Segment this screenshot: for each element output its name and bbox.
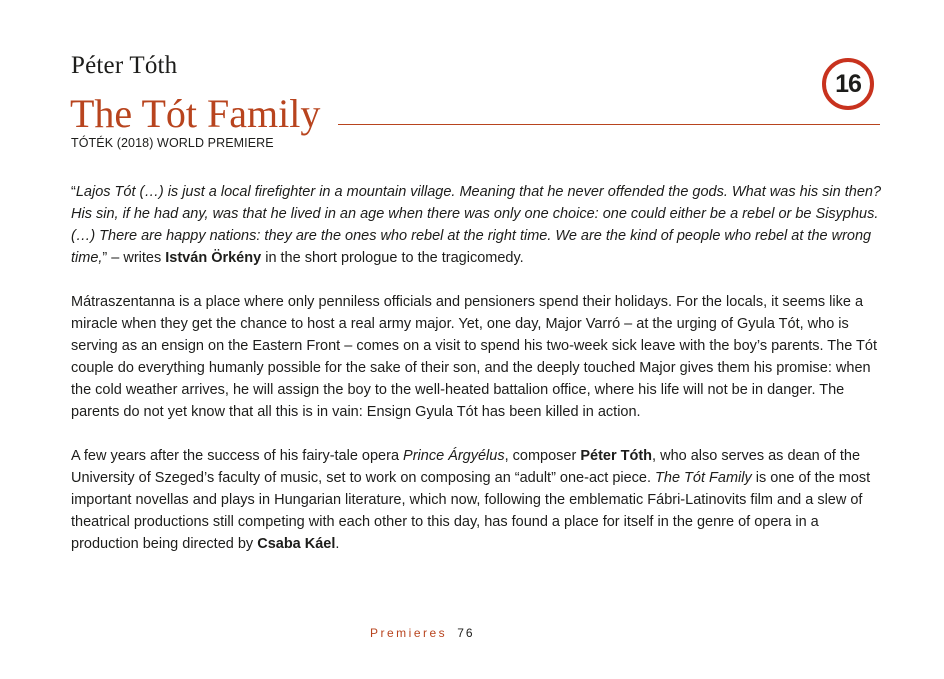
director-name: Csaba Káel bbox=[257, 536, 336, 552]
composer-name: Péter Tóth bbox=[580, 448, 653, 464]
author-reference: István Örkény bbox=[165, 250, 262, 266]
paragraph-production: A few years after the success of his fairy-tale opera Prince Árgyélus, composer Péter Tóth, who also serves as dean of the University of Szeged’s faculty of music, set to work on composing an “adult” one-act piece. The Tót Family is one of the most important novellas and plays in Hungarian literature, which now, following the emblematic Fábri-Latinovits film and a slew of theatrical productions still competing with each other to this day, has found a place for itself in the genre of opera in a production being directed by Csaba Káel. bbox=[71, 448, 871, 552]
age-rating-badge: 16 bbox=[822, 58, 874, 110]
paragraph-prologue-quote: “Lajos Tót (…) is just a local firefighter in a mountain village. Meaning that he never offended the gods. What was his sin then? His sin, if he had any, was that he lived in an age when there was only one choice: one could either be a rebel or be Sisyphus. (…) There are happy nations: they are the ones who rebel at the right time. We are the kind of people who rebel at the wrong time,” – writes István Örkény in the short prologue to the tragicomedy. bbox=[71, 184, 882, 266]
body-text bbox=[71, 181, 883, 577]
paragraph-synopsis: Mátraszentanna is a place where only penniless officials and pensioners spend their holidays. For the locals, it seems like a miracle when they get the chance to host a real army major. Yet, one day, Major Varró – at the urging of Gyula Tót, who is serving as an ensign on the Eastern Front – comes on a visit to spend his two-week sick leave with the boy’s parents. The Tót couple do everything humanly possible for the sake of their son, and the deeply touched Major gives them his promise: when the cold weather arrives, he will assign the boy to the well-heated battalion office, where his life will not be in danger. The parents do not yet know that all this is in vain: Ensign Gyula Tót has been killed in action. bbox=[71, 294, 877, 420]
quote-text: Lajos Tót (…) is just a local firefighter in a mountain village. Meaning that he never offended the gods. What was his sin then? His sin, if he had any, was that he lived in an age when there was only one choice: one could either be a rebel or be Sisyphus. (…) There are happy nations: they are the ones who rebel at the right time. We are the kind of people who rebel at the wrong time, bbox=[71, 184, 882, 266]
subtitle: TÓTÉK (2018) WORLD PREMIERE bbox=[71, 136, 274, 150]
footer-section-label: Premieres bbox=[370, 626, 448, 640]
title-row bbox=[70, 90, 880, 138]
page-number: 76 bbox=[457, 626, 475, 640]
opera-title: Prince Árgyélus bbox=[403, 448, 505, 464]
title-rule bbox=[338, 124, 880, 125]
page-footer bbox=[370, 626, 475, 640]
author-name: Péter Tóth bbox=[71, 52, 178, 79]
work-title: The Tót Family bbox=[655, 470, 752, 486]
page-title: The Tót Family bbox=[70, 91, 321, 136]
